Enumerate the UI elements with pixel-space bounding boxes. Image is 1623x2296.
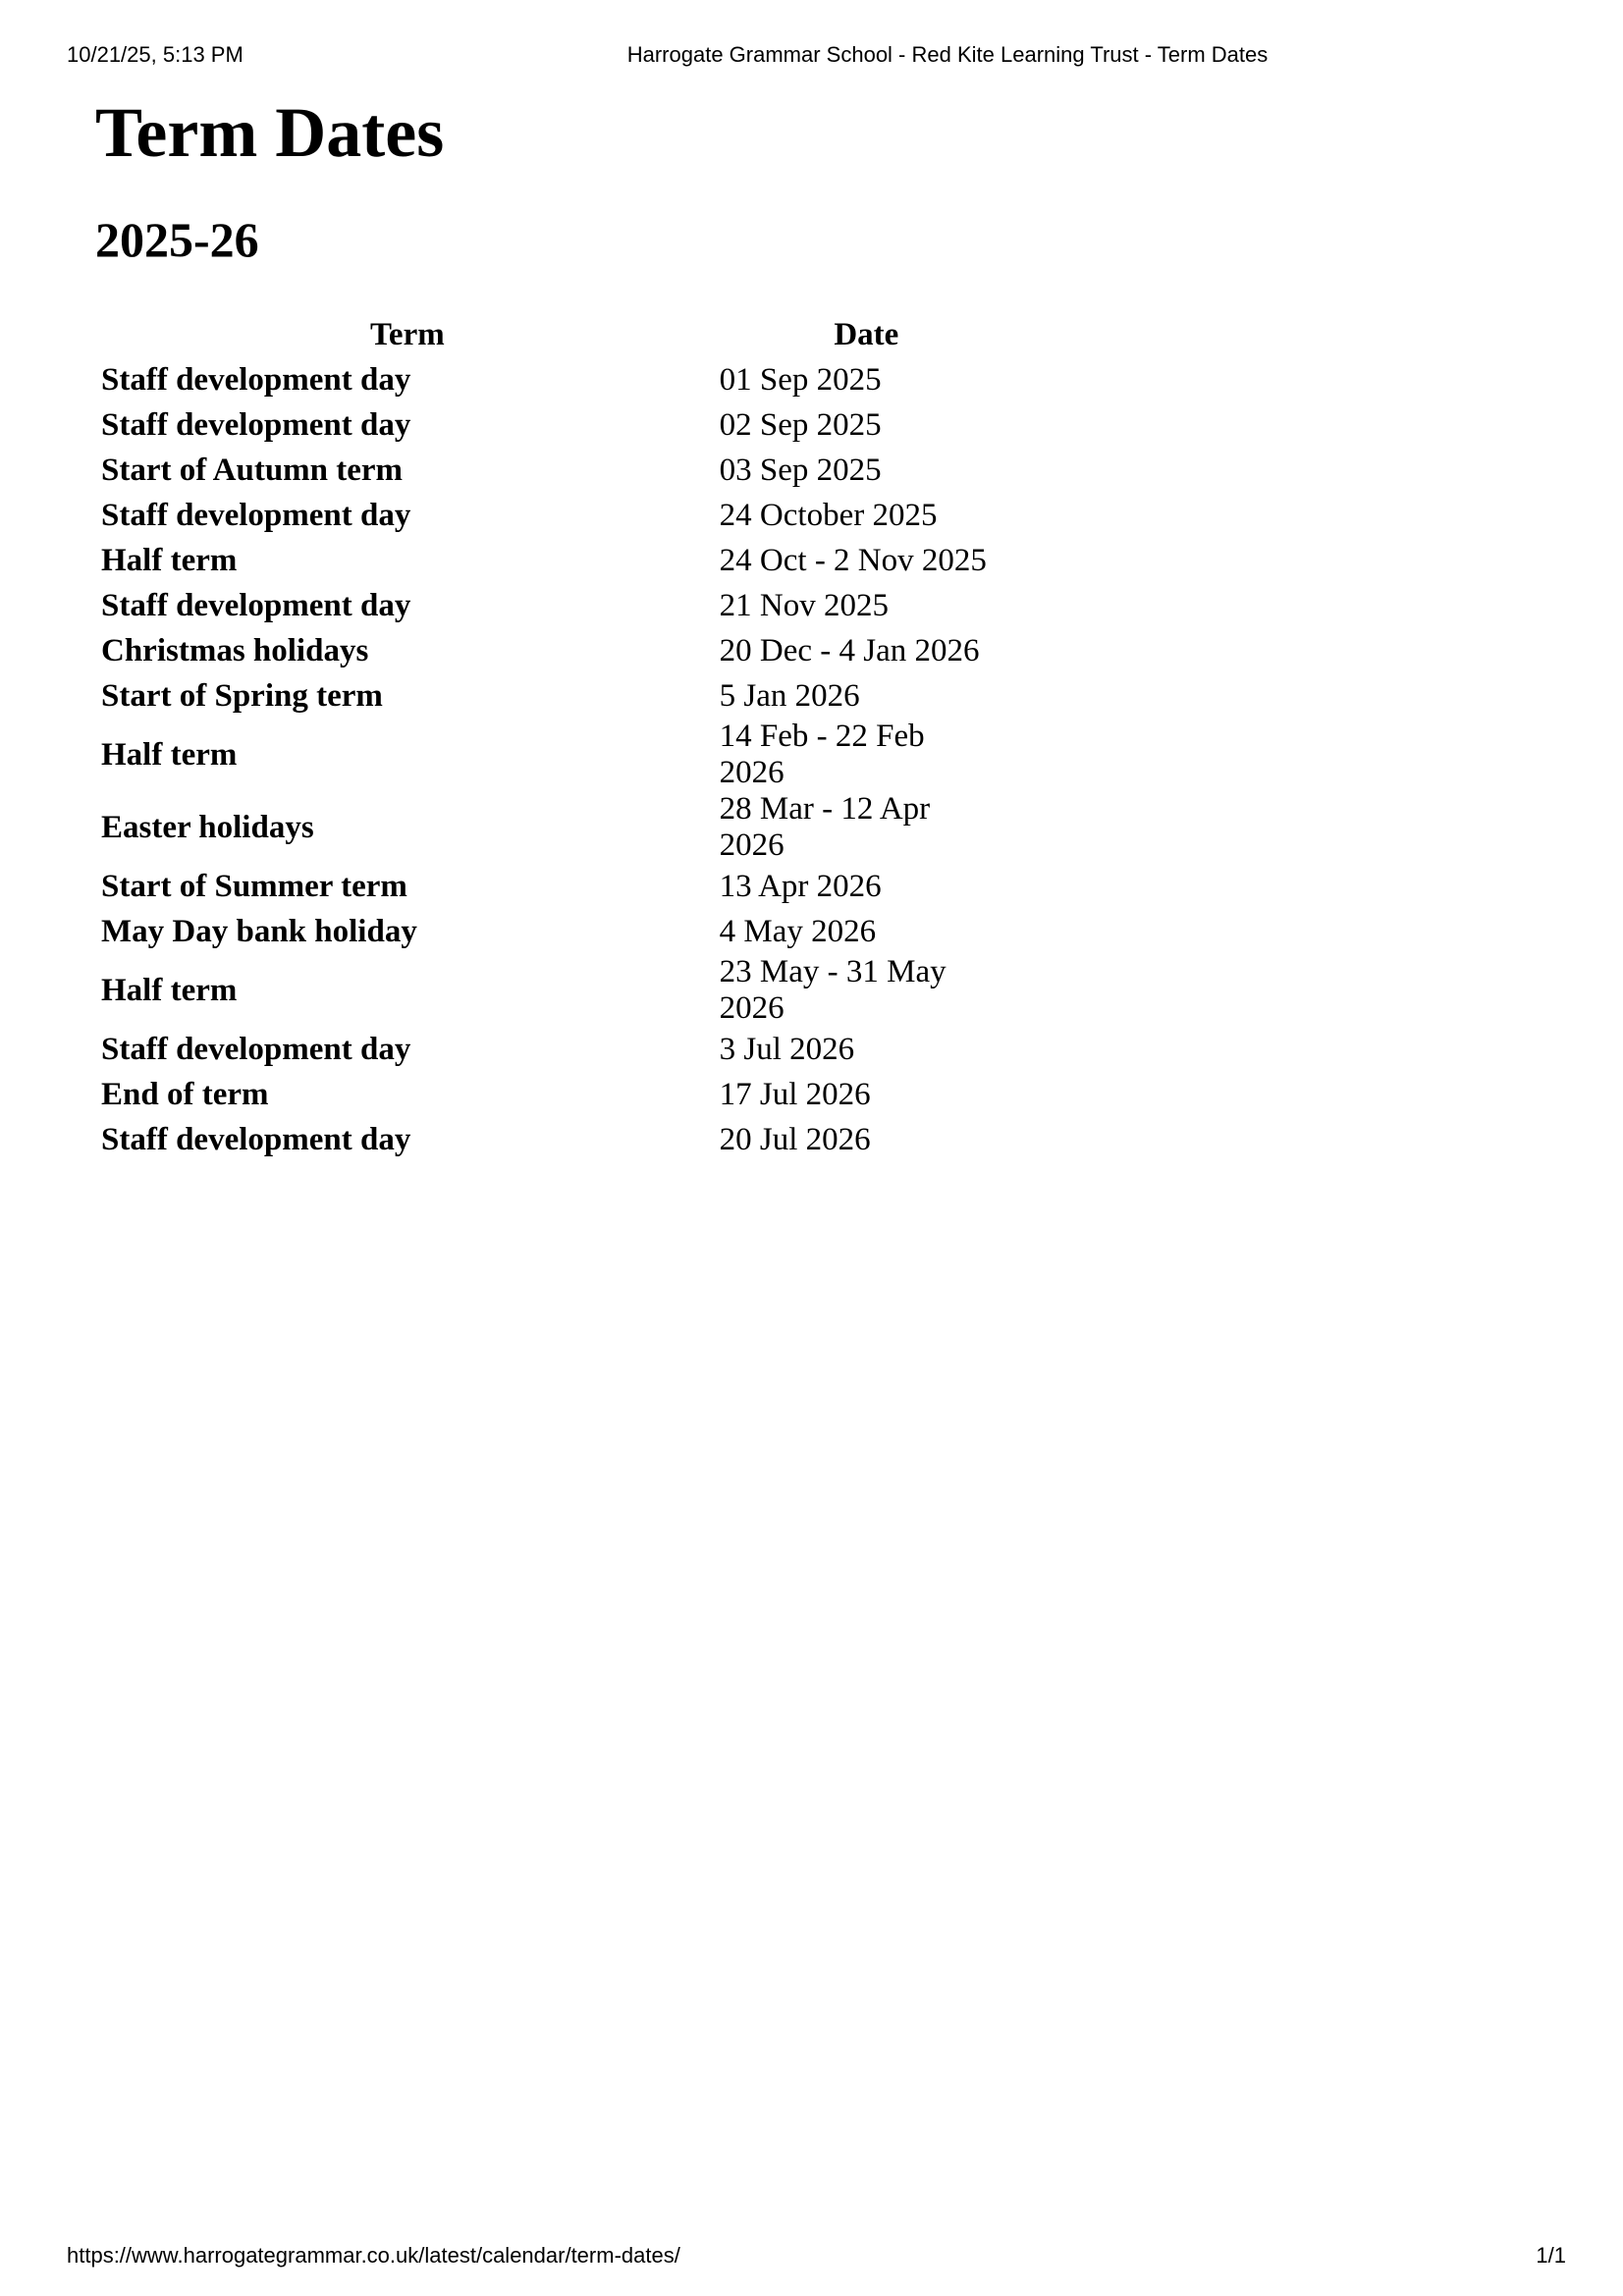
term-cell: May Day bank holiday <box>101 913 417 949</box>
term-cell: Start of Summer term <box>101 868 407 904</box>
table-row <box>95 357 1013 402</box>
date-cell: 5 Jan 2026 <box>719 677 860 714</box>
table-row <box>95 909 1013 954</box>
term-dates-table <box>95 312 1013 1162</box>
term-cell: Start of Autumn term <box>101 452 404 488</box>
table-row <box>95 954 1013 1027</box>
table-row <box>95 719 1013 791</box>
date-cell: 03 Sep 2025 <box>719 452 882 488</box>
print-page-title: Harrogate Grammar School - Red Kite Learning Trust - Term Dates <box>626 42 1269 67</box>
term-column-header: Term <box>369 316 445 352</box>
year-heading: 2025-26 <box>95 212 259 267</box>
table-row <box>95 402 1013 448</box>
print-url: https://www.harrogategrammar.co.uk/latest/calendar/term-dates/ <box>67 2243 680 2268</box>
table-row <box>95 448 1013 493</box>
table-row <box>95 493 1013 538</box>
term-cell: Half term <box>101 972 238 1008</box>
table-row <box>95 628 1013 673</box>
term-cell: Half term <box>101 542 238 578</box>
term-cell: Half term <box>101 736 238 773</box>
table-row <box>95 1072 1013 1117</box>
date-cell: 24 Oct - 2 Nov 2025 <box>719 542 987 578</box>
date-cell: 13 Apr 2026 <box>719 868 882 904</box>
date-cell: 24 October 2025 <box>719 497 938 533</box>
date-cell: 21 Nov 2025 <box>719 587 890 623</box>
table-row <box>95 538 1013 583</box>
table-row <box>95 673 1013 719</box>
term-cell: Staff development day <box>101 361 411 398</box>
date-column-header: Date <box>834 316 899 352</box>
table-row <box>95 1027 1013 1072</box>
table-row <box>95 1117 1013 1162</box>
page-title: Term Dates <box>95 93 445 172</box>
term-cell: Staff development day <box>101 1121 411 1157</box>
date-cell: 20 Jul 2026 <box>719 1121 871 1157</box>
term-cell: Easter holidays <box>101 809 314 845</box>
date-cell: 23 May - 31 May 2026 <box>719 954 947 1026</box>
term-cell: Staff development day <box>101 406 411 443</box>
date-cell: 20 Dec - 4 Jan 2026 <box>719 632 980 668</box>
term-cell: Christmas holidays <box>101 632 369 668</box>
date-cell: 02 Sep 2025 <box>719 406 882 443</box>
term-cell: Staff development day <box>101 1031 411 1067</box>
print-page-number: 1/1 <box>1536 2243 1566 2268</box>
table-row <box>95 791 1013 864</box>
date-cell: 14 Feb - 22 Feb 2026 <box>719 719 925 790</box>
table-row <box>95 583 1013 628</box>
table-row <box>95 864 1013 909</box>
term-cell: Start of Spring term <box>101 677 383 714</box>
print-datetime: 10/21/25, 5:13 PM <box>67 42 243 67</box>
date-cell: 17 Jul 2026 <box>719 1076 871 1112</box>
date-cell: 3 Jul 2026 <box>719 1031 855 1067</box>
date-cell: 01 Sep 2025 <box>719 361 882 398</box>
date-cell: 28 Mar - 12 Apr 2026 <box>719 791 931 863</box>
term-cell: Staff development day <box>101 587 411 623</box>
term-cell: Staff development day <box>101 497 411 533</box>
date-cell: 4 May 2026 <box>719 913 877 949</box>
term-cell: End of term <box>101 1076 269 1112</box>
table-header-row <box>95 312 1013 357</box>
